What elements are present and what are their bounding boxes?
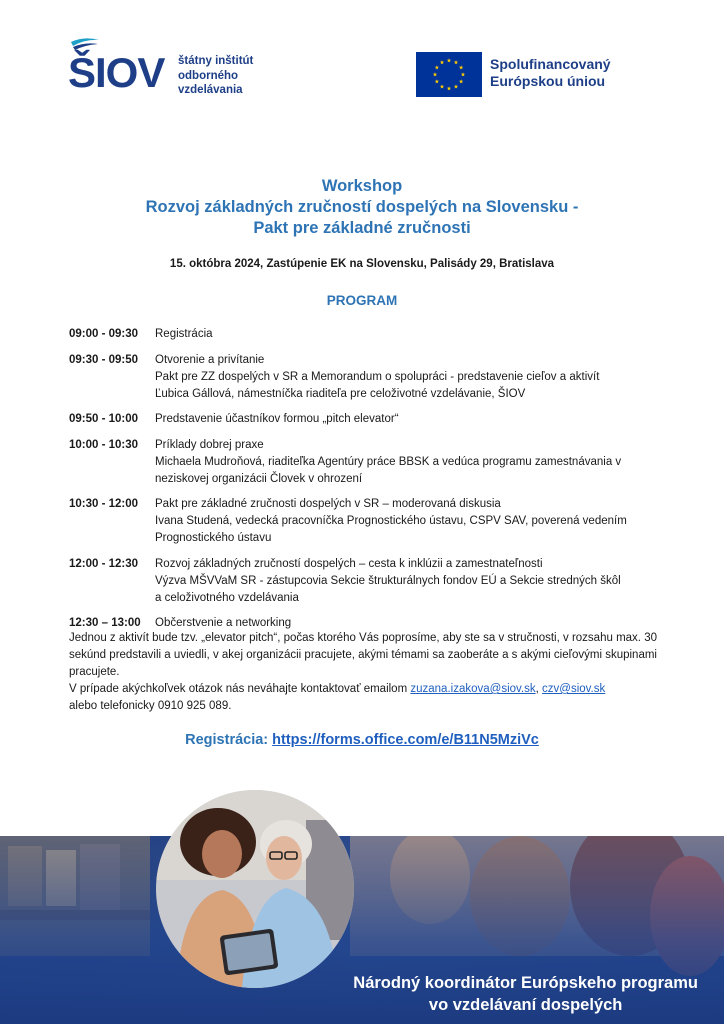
schedule-row — [69, 437, 669, 488]
schedule-description — [155, 411, 669, 428]
schedule-description — [155, 326, 669, 343]
people-photo-illustration — [156, 790, 354, 988]
contact-suffix: alebo telefonicky 0910 925 089. — [69, 700, 232, 712]
eu-cofunding-text — [490, 56, 611, 90]
registration-line — [0, 732, 724, 748]
title-line: Pakt pre základné zručnosti — [253, 219, 471, 237]
contact-prefix: V prípade akýchkoľvek otázok nás neváhajte kontaktovať emailom — [69, 683, 408, 695]
schedule-description — [155, 556, 669, 607]
schedule-row — [69, 352, 669, 403]
siov-logo-text: ŠIOV — [68, 49, 165, 96]
eu-flag-icon — [416, 52, 482, 97]
footer-title-line: vo vzdelávaní dospelých — [428, 996, 623, 1014]
eu-line: Spolufinancovaný — [490, 56, 611, 72]
schedule-line: Michaela Mudroňová, riaditeľka Agentúry práce BBSK a vedúca programu zamestnávania v — [155, 455, 622, 468]
schedule-line: Ľubica Gállová, námestníčka riaditeľa pre celoživotné vzdelávanie, ŠIOV — [155, 387, 526, 400]
schedule-line: neziskovej organizácii Človek v ohrození — [155, 472, 363, 485]
schedule-line: a celoživotného vzdelávania — [155, 591, 299, 604]
notes-paragraph: Jednou z aktivít bude tzv. „elevator pitch“, počas ktorého Vás poprosíme, aby ste sa v stručnosti, v rozsahu max. 30 sekúnd predstavili a uviedli, v akej organizácii pracujete, akými témami sa zaoberáte a s akými cieľovými skupinami pracujete. — [69, 632, 657, 678]
schedule-line: Rozvoj základných zručností dospelých – cesta k inklúzii a zamestnateľnosti — [155, 557, 543, 570]
siov-logo — [68, 36, 268, 98]
schedule-time: 09:00 - 09:30 — [69, 328, 139, 340]
siov-org-line: vzdelávania — [178, 84, 243, 96]
schedule-time: 12:30 – 13:00 — [69, 617, 141, 629]
title-line: Rozvoj základných zručností dospelých na Slovensku - — [145, 198, 579, 216]
schedule-row — [69, 326, 669, 343]
schedule-line: Výzva MŠVVaM SR - zástupcovia Sekcie štrukturálnych fondov EÚ a Sekcie stredných škôl — [155, 574, 621, 587]
schedule-time: 12:00 - 12:30 — [69, 557, 139, 570]
registration-link[interactable]: https://forms.office.com/e/B11N5MziVc — [272, 732, 539, 748]
eu-line: Európskou úniou — [490, 73, 606, 89]
schedule-line: Ivana Studená, vedecká pracovníčka Prognostického ústavu, CSPV SAV, poverená vedením — [155, 515, 627, 527]
siov-org-name — [178, 54, 253, 98]
schedule-line: Občerstvenie a networking — [155, 617, 292, 629]
schedule-line: Prognostického ústavu — [155, 532, 272, 544]
schedule-line: Príklady dobrej praxe — [155, 438, 264, 451]
schedule-line: Predstavenie účastníkov formou „pitch elevator“ — [155, 413, 399, 425]
footer-title-line: Národný koordinátor Európskeho programu — [353, 974, 698, 992]
siov-org-line: štátny inštitút — [178, 55, 254, 67]
schedule — [69, 326, 669, 641]
schedule-line: Otvorenie a privítanie — [155, 353, 265, 366]
page-title — [0, 176, 724, 239]
notes — [69, 630, 657, 715]
schedule-time: 10:30 - 12:00 — [69, 498, 139, 510]
contact-line — [69, 681, 657, 698]
siov-org-line: odborného — [178, 69, 239, 82]
email-link-izakova[interactable]: zuzana.izakova@siov.sk — [410, 683, 536, 695]
schedule-time: 10:00 - 10:30 — [69, 438, 139, 451]
schedule-time: 09:50 - 10:00 — [69, 413, 139, 425]
program-heading: PROGRAM — [326, 293, 398, 308]
schedule-row — [69, 496, 669, 547]
schedule-line: Registrácia — [155, 328, 213, 340]
event-details: 15. októbra 2024, Zastúpenie EK na Slovensku, Palisády 29, Bratislava — [169, 258, 555, 270]
schedule-description — [155, 496, 669, 547]
schedule-description — [155, 352, 669, 403]
title-line: Workshop — [321, 177, 403, 195]
email-separator: , — [535, 683, 539, 695]
eu-cofunding-logo — [416, 52, 636, 100]
schedule-line: Pakt pre ZZ dospelých v SR a Memorandum o spolupráci - predstavenie cieľov a aktivít — [155, 370, 600, 383]
schedule-row — [69, 556, 669, 607]
schedule-line: Pakt pre základné zručnosti dospelých v SR – moderovaná diskusia — [155, 498, 501, 510]
schedule-description — [155, 437, 669, 488]
registration-label: Registrácia: — [185, 732, 269, 748]
schedule-time: 09:30 - 09:50 — [69, 353, 139, 366]
footer-photo — [156, 790, 354, 988]
email-link-czv[interactable]: czv@siov.sk — [542, 683, 606, 695]
footer-title — [353, 972, 698, 1016]
schedule-row — [69, 411, 669, 428]
